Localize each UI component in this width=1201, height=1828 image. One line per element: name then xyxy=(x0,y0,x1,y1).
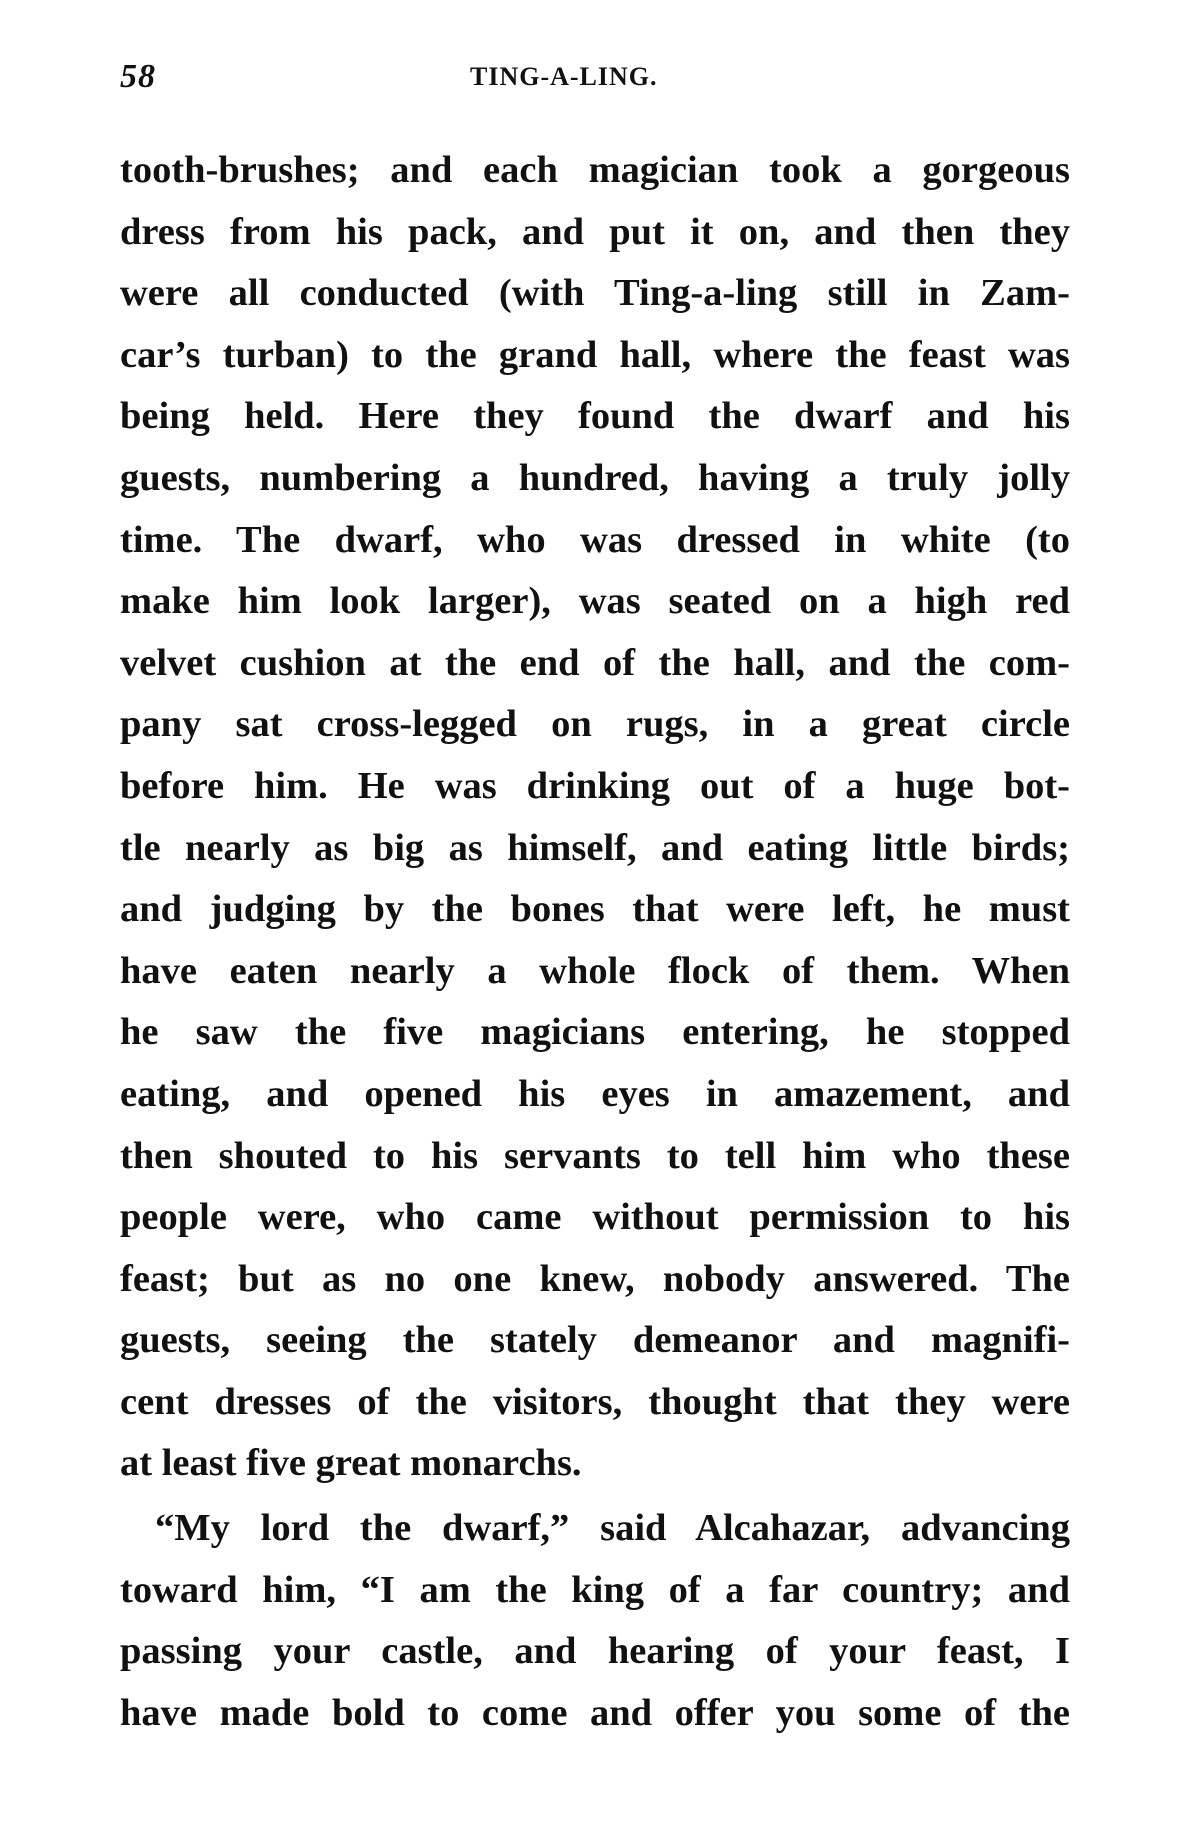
text-line: at least five great monarchs. xyxy=(120,1442,582,1485)
text-line: guests, seeing the stately demeanor and magnifi- xyxy=(120,1319,1070,1362)
paragraph-1 xyxy=(120,140,1070,1495)
text-line: people were, who came without permission to his xyxy=(120,1196,1070,1239)
text-line: have eaten nearly a whole flock of them. When xyxy=(120,949,1070,992)
text-line: dress from his pack, and put it on, and then they xyxy=(120,210,1070,253)
text-line: being held. Here they found the dwarf and his xyxy=(120,395,1070,438)
text-line: tle nearly as big as himself, and eating little birds; xyxy=(120,826,1070,869)
text-line: have made bold to come and offer you some of the xyxy=(120,1691,1070,1734)
text-line: toward him, “I am the king of a far country; and xyxy=(120,1568,1070,1611)
text-line: feast; but as no one knew, nobody answered. The xyxy=(120,1257,1070,1300)
text-line: then shouted to his servants to tell him who these xyxy=(120,1134,1070,1177)
running-title: TING-A-LING. xyxy=(470,62,658,91)
text-line: guests, numbering a hundred, having a truly jolly xyxy=(120,456,1070,499)
text-line: time. The dwarf, who was dressed in white (to xyxy=(120,518,1070,561)
text-line: cent dresses of the visitors, thought that they were xyxy=(120,1380,1070,1423)
text-line: “My lord the dwarf,” said Alcahazar, advancing xyxy=(155,1507,1070,1550)
text-line: velvet cushion at the end of the hall, and the com- xyxy=(120,641,1070,684)
text-line: passing your castle, and hearing of your feast, I xyxy=(120,1630,1070,1673)
text-line: eating, and opened his eyes in amazement, and xyxy=(120,1072,1070,1115)
text-line: were all conducted (with Ting-a-ling still in Zam- xyxy=(120,272,1070,315)
text-line: pany sat cross-legged on rugs, in a great circle xyxy=(120,703,1070,746)
running-head xyxy=(120,58,1070,98)
page-number: 58 xyxy=(120,58,156,95)
text-line: car’s turban) to the grand hall, where the feast was xyxy=(120,333,1070,376)
text-line: tooth-brushes; and each magician took a gorgeous xyxy=(120,149,1070,191)
text-line: before him. He was drinking out of a huge bot- xyxy=(120,764,1070,807)
text-line: and judging by the bones that were left, he must xyxy=(120,888,1070,931)
body-text xyxy=(120,140,1070,1744)
text-line: he saw the five magicians entering, he stopped xyxy=(120,1011,1070,1054)
text-line: make him look larger), was seated on a high red xyxy=(120,580,1070,623)
paragraph-2 xyxy=(120,1498,1070,1744)
